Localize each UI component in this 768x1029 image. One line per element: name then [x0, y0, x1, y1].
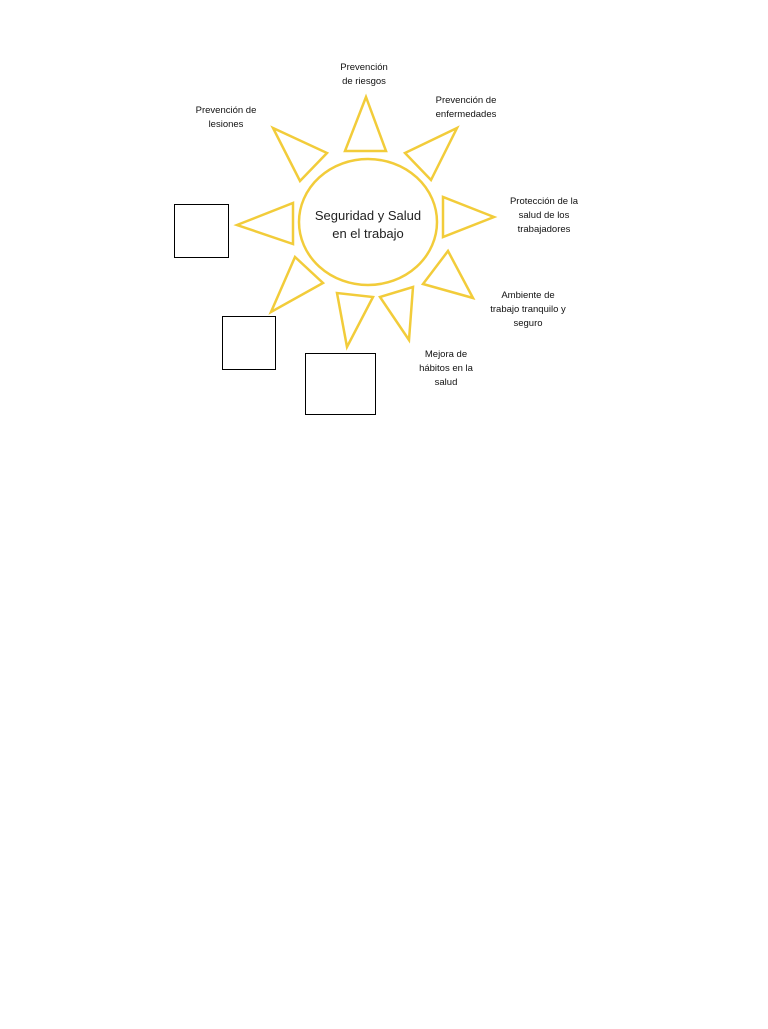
ray-top-left: [273, 128, 327, 181]
label-prevencion-riesgos: Prevención de riesgos: [340, 62, 388, 87]
ray-bottom-left: [271, 257, 323, 312]
ray-bottom-right: [423, 251, 473, 298]
label-prevencion-enfermedades: Prevención de enfermedades: [435, 95, 497, 120]
ray-top-right: [405, 128, 457, 180]
label-proteccion-trabajadores: Protección de la salud de los trabajadores: [509, 196, 579, 235]
label-mejora-habitos: Mejora de hábitos en la salud: [419, 349, 473, 388]
empty-box-bottom[interactable]: [305, 353, 376, 415]
ray-top: [345, 97, 386, 151]
ray-right: [443, 197, 494, 237]
label-ambiente-trabajo: Ambiente de trabajo tranquilo y seguro: [490, 290, 566, 329]
ray-bottom-right-lower: [380, 287, 413, 340]
label-prevencion-lesiones: Prevención de lesiones: [195, 105, 257, 130]
center-title: Seguridad y Salud en el trabajo: [314, 208, 422, 241]
empty-box-lower-left[interactable]: [222, 316, 276, 370]
ray-bottom: [337, 293, 373, 347]
empty-box-left[interactable]: [174, 204, 229, 258]
ray-left: [237, 203, 293, 244]
